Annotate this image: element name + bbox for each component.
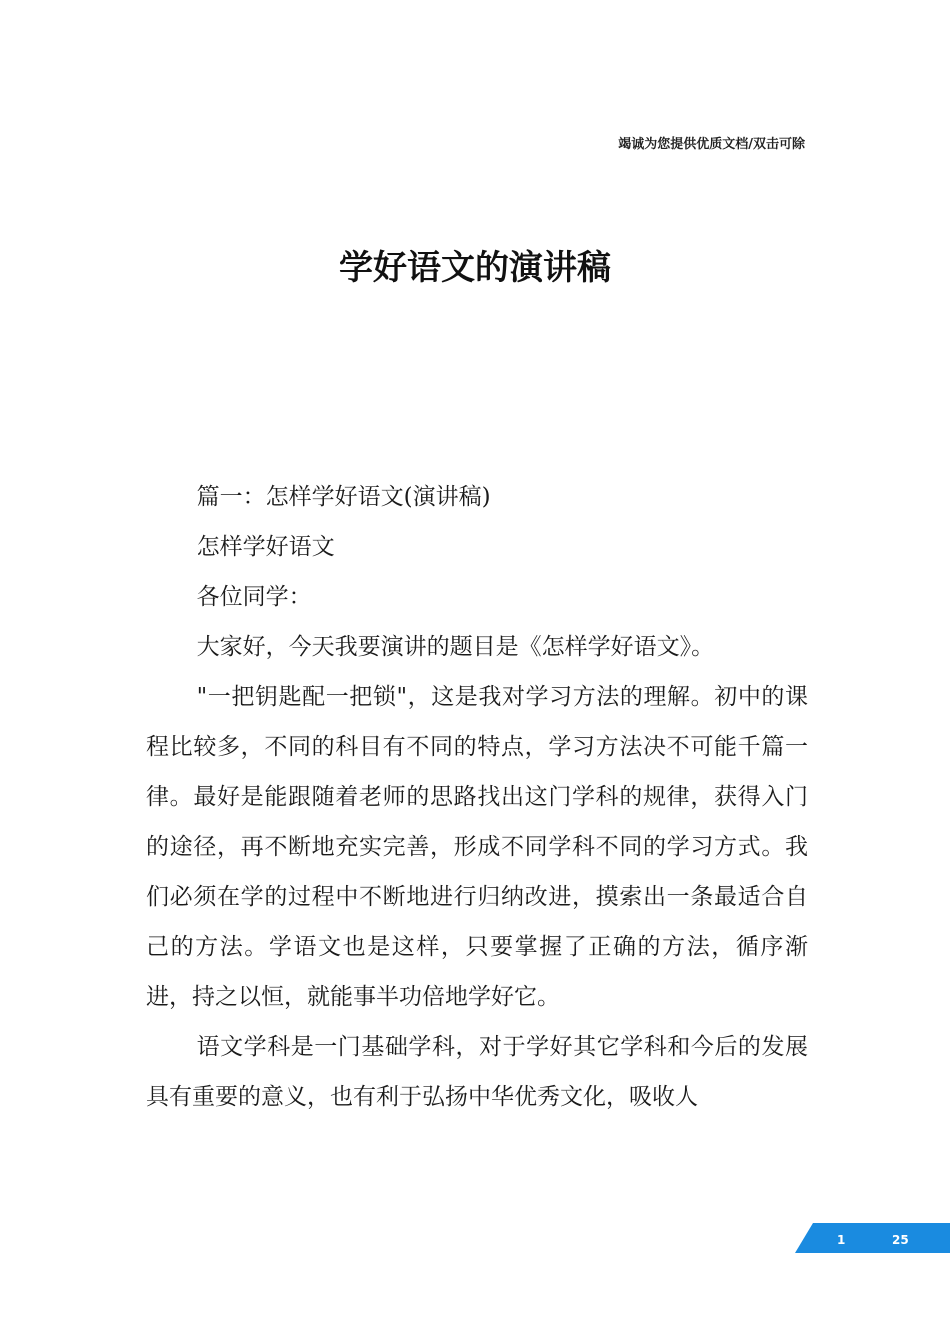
paragraph-subtitle: 怎样学好语文 bbox=[196, 534, 335, 560]
paragraph-greeting: 大家好，今天我要演讲的题目是《怎样学好语文》。 bbox=[196, 634, 715, 660]
page-number-badge bbox=[795, 1223, 950, 1259]
page-total-number: 25 bbox=[892, 1233, 909, 1247]
page-current-number: 1 bbox=[837, 1233, 846, 1247]
document-body bbox=[146, 472, 808, 1122]
header-note: 竭诚为您提供优质文档/双击可除 bbox=[618, 137, 805, 152]
paragraph-salutation: 各位同学： bbox=[196, 584, 312, 610]
document-title: 学好语文的演讲稿 bbox=[339, 248, 611, 288]
paragraph-body: "一把钥匙配一把锁"，这是我对学习方法的理解。初中的课程比较多，不同的科目有不同的特点，学习方法决不可能千篇一律。最好是能跟随着老师的思路找出这门学科的规律，获得入门的途径，再不断地充实完善，形成不同学科不同的学习方式。我们必须在学的过程中不断地进行归纳改进，摸索出一条最适合自己的方法。学语文也是这样，只要掌握了正确的方法，循序渐进，持之以恒，就能事半功倍地学好它。 bbox=[146, 684, 808, 1010]
paragraph-body: 语文学科是一门基础学科，对于学好其它学科和今后的发展具有重要的意义，也有利于弘扬中华优秀文化，吸收人 bbox=[146, 1034, 808, 1110]
page-badge-shape bbox=[795, 1223, 950, 1259]
paragraph-section-heading: 篇一：怎样学好语文(演讲稿) bbox=[196, 484, 491, 510]
